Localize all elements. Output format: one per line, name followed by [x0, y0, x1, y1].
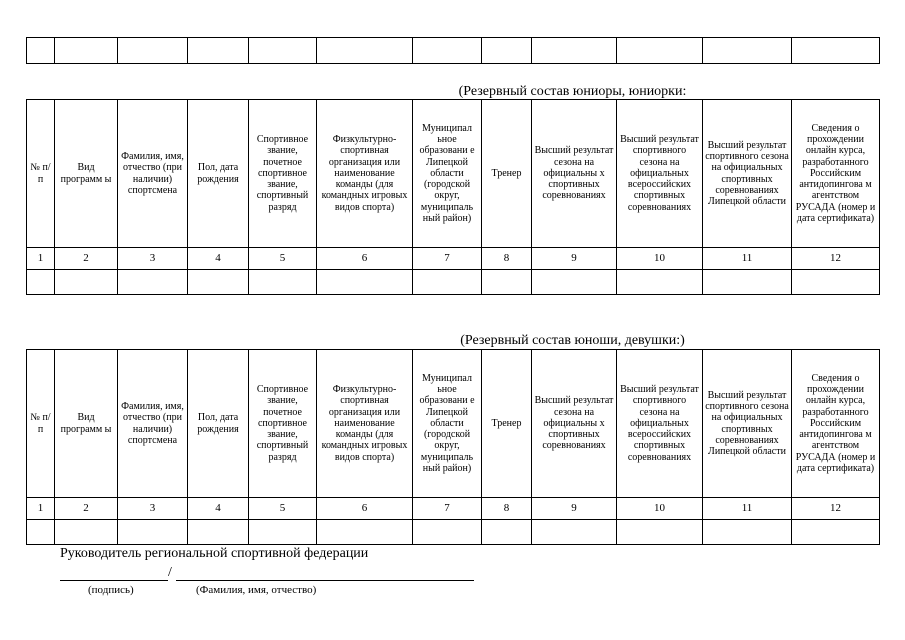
table-cell[interactable]: [532, 520, 617, 545]
column-number: 2: [55, 498, 118, 520]
header-cell-rusada: Сведения о прохождении онлайн курса, разработанного Российским антидопингова м агентством РУСАДА (номер и дата сертификата): [792, 350, 880, 498]
column-number-row: [27, 498, 880, 520]
column-number: 11: [703, 498, 792, 520]
column-number: 7: [413, 498, 482, 520]
table-cell[interactable]: [532, 270, 617, 295]
table-cell[interactable]: [792, 38, 880, 64]
header-cell-coach: Тренер: [482, 100, 532, 248]
table-cell[interactable]: [188, 38, 249, 64]
table-cell[interactable]: [27, 38, 55, 64]
header-cell-rusada: Сведения о прохождении онлайн курса, разработанного Российским антидопингова м агентством РУСАДА (номер и дата сертификата): [792, 100, 880, 248]
table-cell[interactable]: [413, 520, 482, 545]
header-cell-municipality: Муниципал ьное образовани е Липецкой области (городской округ, муниципаль ный район): [413, 350, 482, 498]
column-number: 3: [118, 498, 188, 520]
table-cell[interactable]: [27, 520, 55, 545]
header-cell-number: № п/п: [27, 100, 55, 248]
table-cell[interactable]: [118, 38, 188, 64]
table-cell[interactable]: [55, 270, 118, 295]
table-cell[interactable]: [118, 520, 188, 545]
column-number: 6: [317, 498, 413, 520]
table-cell[interactable]: [188, 270, 249, 295]
table-cell[interactable]: [413, 270, 482, 295]
juniors-table: [26, 99, 880, 295]
table-cell[interactable]: [792, 270, 880, 295]
signature-caption: (подпись): [88, 584, 134, 596]
header-cell-rank: Спортивное звание, почетное спортивное звание, спортивный разряд: [249, 350, 317, 498]
column-number: 12: [792, 248, 880, 270]
table-cell[interactable]: [317, 38, 413, 64]
full-name-caption: (Фамилия, имя, отчество): [196, 584, 317, 596]
column-number: 9: [532, 498, 617, 520]
header-row: [27, 350, 880, 498]
column-number: 5: [249, 498, 317, 520]
table-cell[interactable]: [617, 38, 703, 64]
header-cell-best-result: Высший результат сезона на официальны х спортивных соревнованиях: [532, 100, 617, 248]
signature-line[interactable]: [60, 580, 168, 581]
table-cell[interactable]: [792, 520, 880, 545]
table-cell[interactable]: [703, 520, 792, 545]
column-number: 4: [188, 248, 249, 270]
table-cell[interactable]: [617, 520, 703, 545]
header-cell-coach: Тренер: [482, 350, 532, 498]
table-cell[interactable]: [249, 38, 317, 64]
table-cell[interactable]: [118, 270, 188, 295]
header-cell-gender-birth: Пол, дата рождения: [188, 350, 249, 498]
column-number: 3: [118, 248, 188, 270]
table-cell[interactable]: [482, 38, 532, 64]
header-cell-rank: Спортивное звание, почетное спортивное звание, спортивный разряд: [249, 100, 317, 248]
header-cell-program: Вид программ ы: [55, 350, 118, 498]
table-cell[interactable]: [55, 520, 118, 545]
column-number: 10: [617, 248, 703, 270]
header-cell-number: № п/п: [27, 350, 55, 498]
table-cell[interactable]: [27, 270, 55, 295]
table-cell[interactable]: [317, 520, 413, 545]
full-name-line[interactable]: [176, 580, 474, 581]
header-cell-organization: Физкультурно-спортивная организация или наименование команды (для командных игровых видов спорта): [317, 100, 413, 248]
column-number: 10: [617, 498, 703, 520]
column-number: 2: [55, 248, 118, 270]
header-cell-best-national: Высший результат спортивного сезона на официальных всероссийских спортивных соревнованиях: [617, 350, 703, 498]
table-cell[interactable]: [703, 270, 792, 295]
header-cell-program: Вид программ ы: [55, 100, 118, 248]
header-cell-gender-birth: Пол, дата рождения: [188, 100, 249, 248]
column-number: 1: [27, 248, 55, 270]
section-title-youth: (Резервный состав юноши, девушки:): [460, 333, 685, 348]
header-cell-name: Фамилия, имя, отчество (при наличии) спортсмена: [118, 100, 188, 248]
table-cell[interactable]: [703, 38, 792, 64]
table-cell[interactable]: [617, 270, 703, 295]
column-number: 11: [703, 248, 792, 270]
table-cell[interactable]: [532, 38, 617, 64]
table-cell[interactable]: [249, 270, 317, 295]
column-number-row: [27, 248, 880, 270]
top-empty-table: [26, 37, 880, 64]
column-number: 1: [27, 498, 55, 520]
column-number: 12: [792, 498, 880, 520]
table-cell[interactable]: [317, 270, 413, 295]
table-cell[interactable]: [482, 520, 532, 545]
table-row: [27, 270, 880, 295]
header-cell-best-national: Высший результат спортивного сезона на официальных всероссийских спортивных соревнованиях: [617, 100, 703, 248]
column-number: 8: [482, 248, 532, 270]
header-cell-best-regional: Высший результат спортивного сезона на официальных спортивных соревнованиях Липецкой области: [703, 100, 792, 248]
column-number: 6: [317, 248, 413, 270]
table-row: [27, 520, 880, 545]
youth-table: [26, 349, 880, 545]
column-number: 8: [482, 498, 532, 520]
table-cell[interactable]: [413, 38, 482, 64]
column-number: 5: [249, 248, 317, 270]
column-number: 7: [413, 248, 482, 270]
table-cell[interactable]: [188, 520, 249, 545]
table-cell[interactable]: [482, 270, 532, 295]
header-cell-municipality: Муниципал ьное образовани е Липецкой области (городской округ, муниципаль ный район): [413, 100, 482, 248]
header-cell-name: Фамилия, имя, отчество (при наличии) спортсмена: [118, 350, 188, 498]
header-cell-best-result: Высший результат сезона на официальны х спортивных соревнованиях: [532, 350, 617, 498]
table-cell[interactable]: [55, 38, 118, 64]
signature-title: Руководитель региональной спортивной федерации: [60, 546, 369, 561]
table-row: [27, 38, 880, 64]
header-cell-best-regional: Высший результат спортивного сезона на официальных спортивных соревнованиях Липецкой области: [703, 350, 792, 498]
signature-separator: /: [168, 565, 172, 580]
column-number: 4: [188, 498, 249, 520]
table-cell[interactable]: [249, 520, 317, 545]
column-number: 9: [532, 248, 617, 270]
header-cell-organization: Физкультурно-спортивная организация или наименование команды (для командных игровых видов спорта): [317, 350, 413, 498]
section-title-juniors: (Резервный состав юниоры, юниорки:: [458, 84, 687, 99]
header-row: [27, 100, 880, 248]
